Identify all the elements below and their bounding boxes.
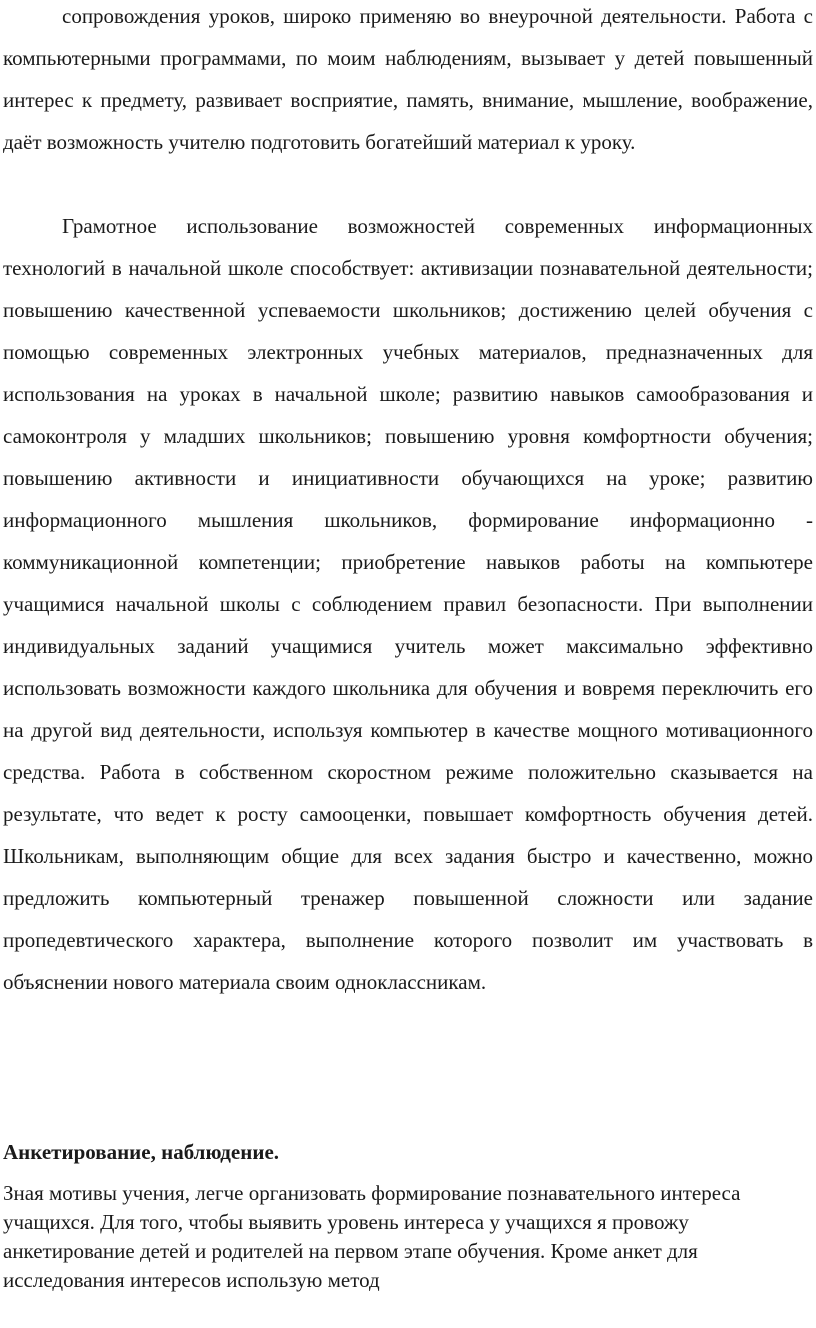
section-heading: Анкетирование, наблюдение.: [3, 1140, 280, 1164]
paragraph-continuation: сопровождения уроков, широко применяю во внеурочной деятельности. Работа с компьютерными программами, по моим наблюдениям, вызывает у детей повышенный интерес к предмету, развивает восприятие, память, внимание, мышление, воображение, даёт возможность учителю подготовить богатейший материал к уроку.: [3, 4, 813, 154]
paragraph-ict-benefits: Грамотное использование возможностей современных информационных технологий в начальной школе способствует: активизации познавательной деятельности; повышению качественной успеваемости школьников; достижению целей обучения с помощью современных электронных учебных материалов, предназначенных для использования на уроках в начальной школе; развитию навыков самообразования и самоконтроля у младших школьников; повышению уровня комфортности обучения; повышению активности и инициативности обучающихся на уроке; развитию информационного мышления школьников, формирование информационно - коммуникационной компетенции; приобретение навыков работы на компьютере учащимися начальной школы с соблюдением правил безопасности. При выполнении индивидуальных заданий учащимися учитель может максимально эффективно использовать возможности каждого школьника для обучения и вовремя переключить его на другой вид деятельности, используя компьютер в качестве мощного мотивационного средства. Работа в собственном скоростном режиме положительно сказывается на результате, что ведет к росту самооценки, повышает комфортность обучения детей. Школьникам, выполняющим общие для всех задания быстро и качественно, можно предложить компьютерный тренажер повышенной сложности или задание пропедевтического характера, выполнение которого позволит им участвовать в объяснении нового материала своим одноклассникам.: [3, 214, 813, 994]
paragraph-survey-method: Зная мотивы учения, легче организовать формирование познавательного интереса учащихся. Для того, чтобы выявить уровень интереса у учащихся я провожу анкетирование детей и родителей на первом этапе обучения. Кроме анкет для исследования интересов использую метод: [3, 1181, 741, 1292]
